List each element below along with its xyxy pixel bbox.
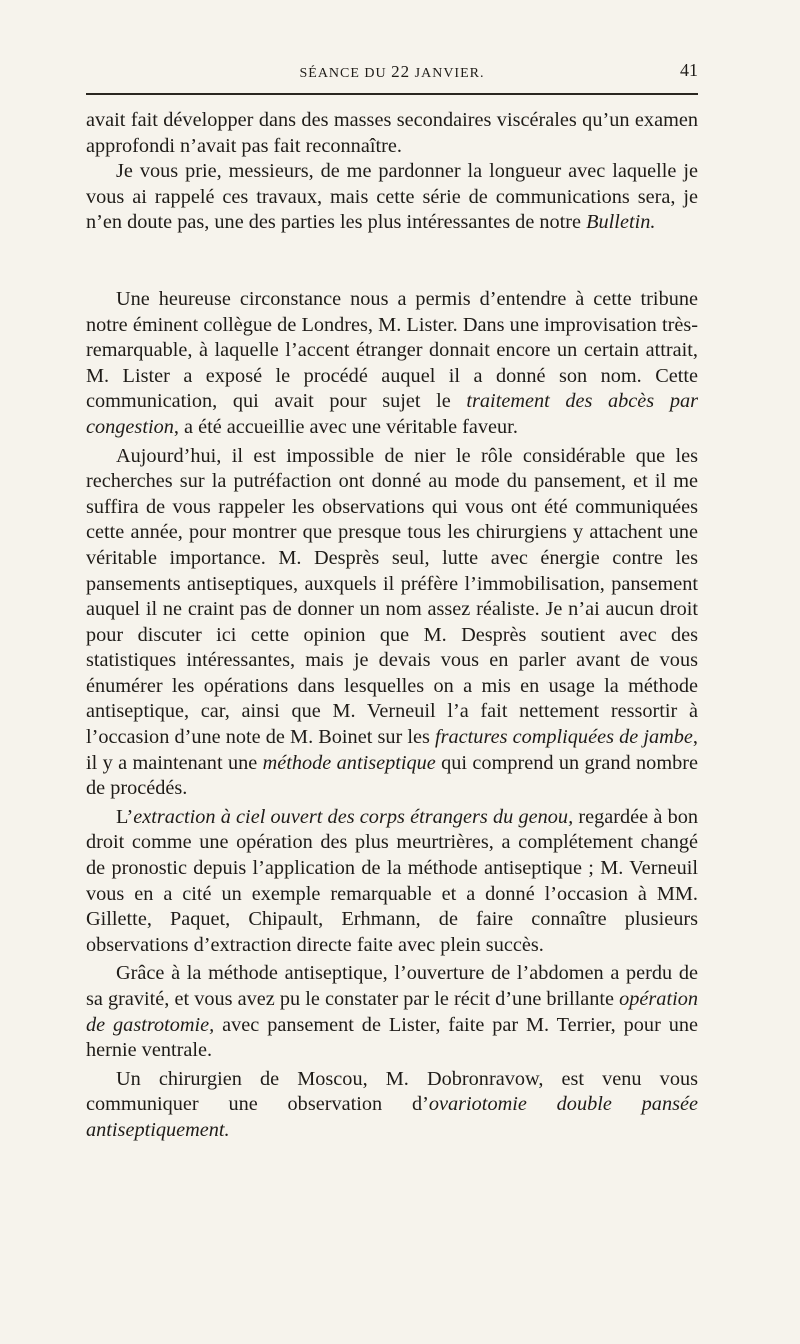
- text-run: regardée à bon droit comme une opération des plus meurtrières, a complétement changé de pronostic depuis l’application de la méthode antiseptique ; M. Verneuil vous en a cité un exemple remarquable et a donné l’occasion à MM. Gillette, Paquet, Chipault, Erhmann, de faire connaître plusieurs observations d’extraction directe faite avec plein succès.: [86, 805, 698, 956]
- paragraph-lister: [86, 287, 698, 441]
- paragraph-continuation: avait fait développer dans des masses secondaires viscérales qu’un examen approfondi n’avait pas fait reconnaître.: [86, 109, 698, 157]
- running-head: [86, 60, 698, 86]
- text-run: qui comprend un grand nombre de procédés.: [86, 751, 698, 800]
- paragraph-antiseptic: [86, 444, 698, 802]
- header-rule: [86, 93, 698, 95]
- running-title-date: 22: [391, 62, 411, 81]
- text-run: Un chirurgien de Moscou, M. Dobronravow, est venu vous communiquer une observation d’: [86, 1067, 698, 1116]
- italic-run: Bulletin.: [586, 211, 656, 234]
- text-run: Je vous prie, messieurs, de me pardonner la longueur avec laquelle je vous ai rappelé ces travaux, mais cette série de communications sera, je n’en doute pas, une des parties les plus intéressantes de notre: [86, 160, 698, 234]
- body-text: [86, 108, 698, 1144]
- italic-run: opération de gastrotomie,: [86, 988, 698, 1036]
- running-title-part: JANVIER.: [410, 66, 485, 81]
- page-number: 41: [680, 60, 698, 80]
- text-run: , a été accueillie avec une véritable faveur.: [173, 415, 518, 438]
- italic-run: ovariotomie double pansée antiseptiquement.: [86, 1093, 698, 1141]
- italic-run: extraction à ciel ouvert des corps étrangers du genou,: [133, 805, 574, 828]
- italic-run: traitement des abcès par congestion: [86, 390, 698, 438]
- running-title: [86, 62, 698, 82]
- paragraph-apology: [86, 159, 698, 236]
- italic-run: fractures compliquées de jambe: [435, 726, 693, 749]
- paragraph-gastrotomy: [86, 961, 698, 1063]
- paragraph-extraction: [86, 805, 698, 959]
- paragraph-ovariotomy: [86, 1067, 698, 1144]
- text-run: L’: [116, 805, 134, 828]
- text-run: avec pansement de Lister, faite par M. Terrier, pour une hernie ventrale.: [86, 1013, 698, 1062]
- text-run: Une heureuse circonstance nous a permis d’entendre à cette tribune notre éminent collègue de Londres, M. Lister. Dans une improvisation très-remarquable, à laquelle l’accent étranger donnait encore un certain attrait, M. Lister a exposé le procédé auquel il a donné son nom. Cette communication, qui avait pour sujet le: [86, 287, 698, 413]
- text-run: , il y a maintenant une: [86, 726, 698, 774]
- text-run: Grâce à la méthode antiseptique, l’ouverture de l’abdomen a perdu de sa gravité, et vous avez pu le constater par le récit d’une brillante: [86, 962, 698, 1010]
- text-run: Aujourd’hui, il est impossible de nier le rôle considérable que les recherches sur la putréfaction ont donné au mode du pansement, et il me suffira de vous rappeler les observations qui vous ont été communiquées cette année, pour montrer que presque tous les chirurgiens y attachent une véritable importance. M. Desprès seul, lutte avec énergie contre les pansements antiseptiques, auxquels il préfère l’immobilisation, pansement auquel il ne craint pas de donner un nom assez réaliste. Je n’ai aucun droit pour discuter ici cette opinion que M. Desprès soutient avec des statistiques intéressantes, mais je devais vous en parler avant de vous énumérer les opérations dans lesquelles on a mis en usage la méthode antiseptique, car, ainsi que M. Verneuil l’a fait nettement ressortir à l’occasion d’une note de M. Boinet sur les: [86, 444, 698, 749]
- italic-run: méthode antiseptique: [262, 751, 436, 774]
- running-title-part: SÉANCE DU: [299, 66, 392, 81]
